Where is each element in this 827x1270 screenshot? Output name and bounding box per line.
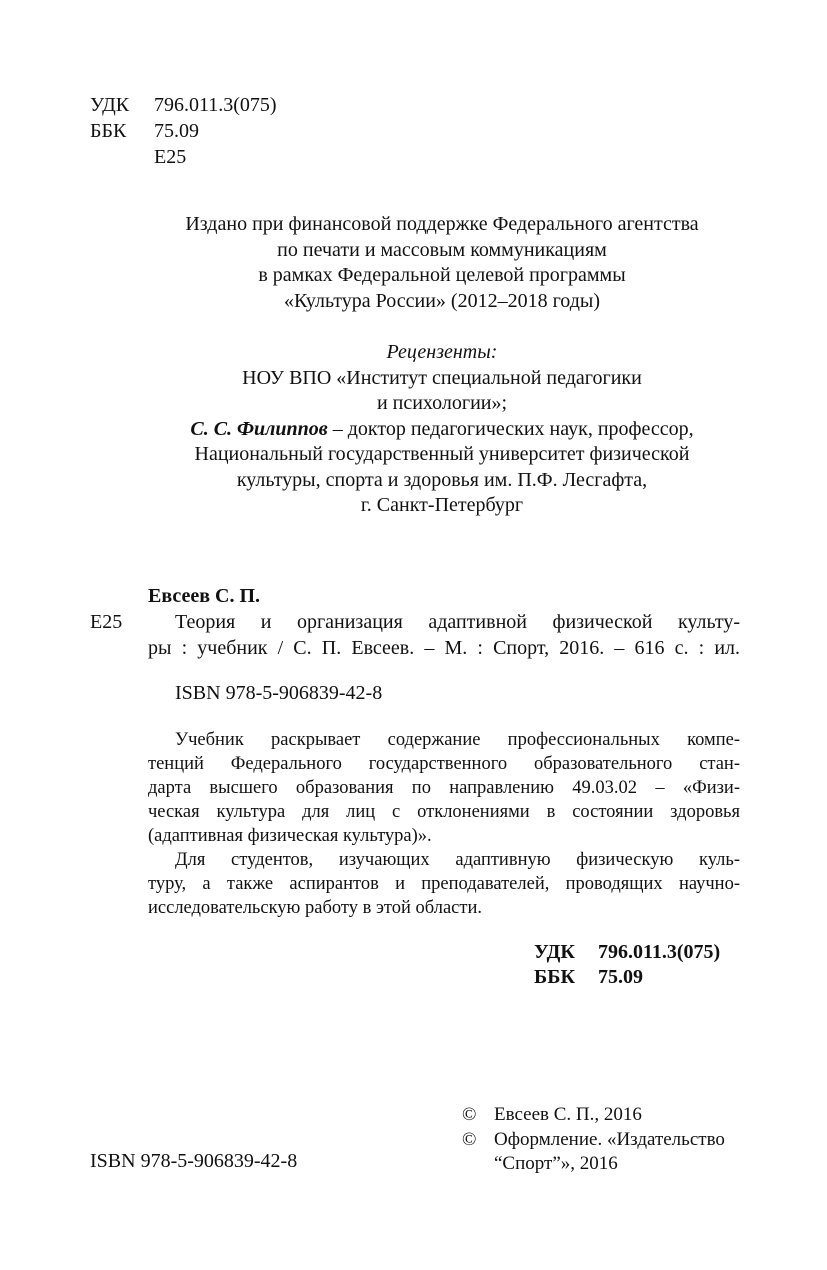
reviewers-block (90, 340, 794, 519)
classification-udk-value: 796.011.3(075) (598, 941, 721, 963)
copyright-text: Оформление. «Издательство (494, 1128, 725, 1150)
header-bbk (90, 118, 199, 144)
abstract-line: тенций Федерального государственного образовательного стан- (148, 754, 740, 774)
reviewers-heading: Рецензенты: (386, 341, 498, 363)
reviewer-desc: – доктор педагогических наук, профессор, (327, 417, 694, 440)
footer-isbn: ISBN 978-5-906839-42-8 (90, 1150, 298, 1172)
reviewer-person-line: г. Санкт-Петербург (360, 494, 524, 516)
classification-udk-label: УДК (534, 941, 575, 963)
bib-line: ры : учебник / С. П. Евсеев. – М. : Спорт, 2016. – 616 с. : ил. (148, 637, 740, 659)
reviewer-org-line: и психологии»; (376, 392, 508, 414)
classification-bbk (534, 964, 643, 990)
reviewer-person-line (90, 417, 794, 443)
reviewer-name: С. С. Филиппов (190, 417, 328, 440)
bbk-value: 75.09 (154, 120, 199, 142)
udk-value: 796.011.3(075) (154, 94, 277, 116)
classification-bbk-value: 75.09 (598, 966, 643, 988)
copyright-text: Евсеев С. П., 2016 (494, 1104, 642, 1125)
copyright-line (462, 1128, 725, 1153)
copyright-text: “Спорт”», 2016 (494, 1153, 618, 1174)
reviewer-person-line: Национальный государственный университет физической (194, 443, 690, 465)
copyright-icon: © (462, 1128, 477, 1150)
reviewer-person-line: культуры, спорта и здоровья им. П.Ф. Лесгафта, (236, 468, 648, 491)
bbk-label: ББК (90, 120, 127, 142)
abstract-line: ческая культура для лиц с отклонениями в состоянии здоровья (148, 802, 740, 822)
reviewer-org-line: НОУ ВПО «Институт специальной педагогики (242, 366, 642, 389)
abstract-line: исследовательскую работу в этой области. (148, 898, 482, 918)
bib-author: Евсеев С. П. (148, 585, 261, 607)
header-udk (90, 92, 277, 118)
bib-line: Теория и организация адаптивной физической культу- (175, 611, 740, 633)
publication-note-line: в рамках Федеральной целевой программы (258, 264, 626, 286)
udk-label: УДК (90, 94, 130, 116)
bib-mark: Е25 (90, 611, 123, 633)
header-author-mark: Е25 (154, 146, 187, 168)
copyright-block (462, 1103, 725, 1177)
publication-note (90, 212, 794, 314)
bib-isbn: ISBN 978-5-906839-42-8 (175, 682, 383, 704)
copyright-line (462, 1103, 725, 1128)
publication-note-line: «Культура России» (2012–2018 годы) (284, 289, 600, 312)
classification-bbk-label: ББК (534, 966, 575, 988)
publication-note-line: Издано при финансовой поддержке Федерального агентства (185, 213, 699, 235)
abstract-line: (адаптивная физическая культура)». (148, 826, 432, 846)
abstract-line: дарта высшего образования по направлению 49.03.02 – «Физи- (148, 778, 740, 798)
abstract-line: Учебник раскрывает содержание профессиональных компе- (175, 730, 740, 750)
copyright-icon: © (462, 1104, 477, 1125)
publication-note-line: по печати и массовым коммуникациям (277, 238, 607, 261)
abstract (148, 728, 740, 920)
classification-udk (534, 939, 720, 965)
abstract-line: туру, а также аспирантов и преподавателей, проводящих научно- (148, 874, 740, 894)
abstract-line: Для студентов, изучающих адаптивную физическую куль- (175, 850, 740, 870)
